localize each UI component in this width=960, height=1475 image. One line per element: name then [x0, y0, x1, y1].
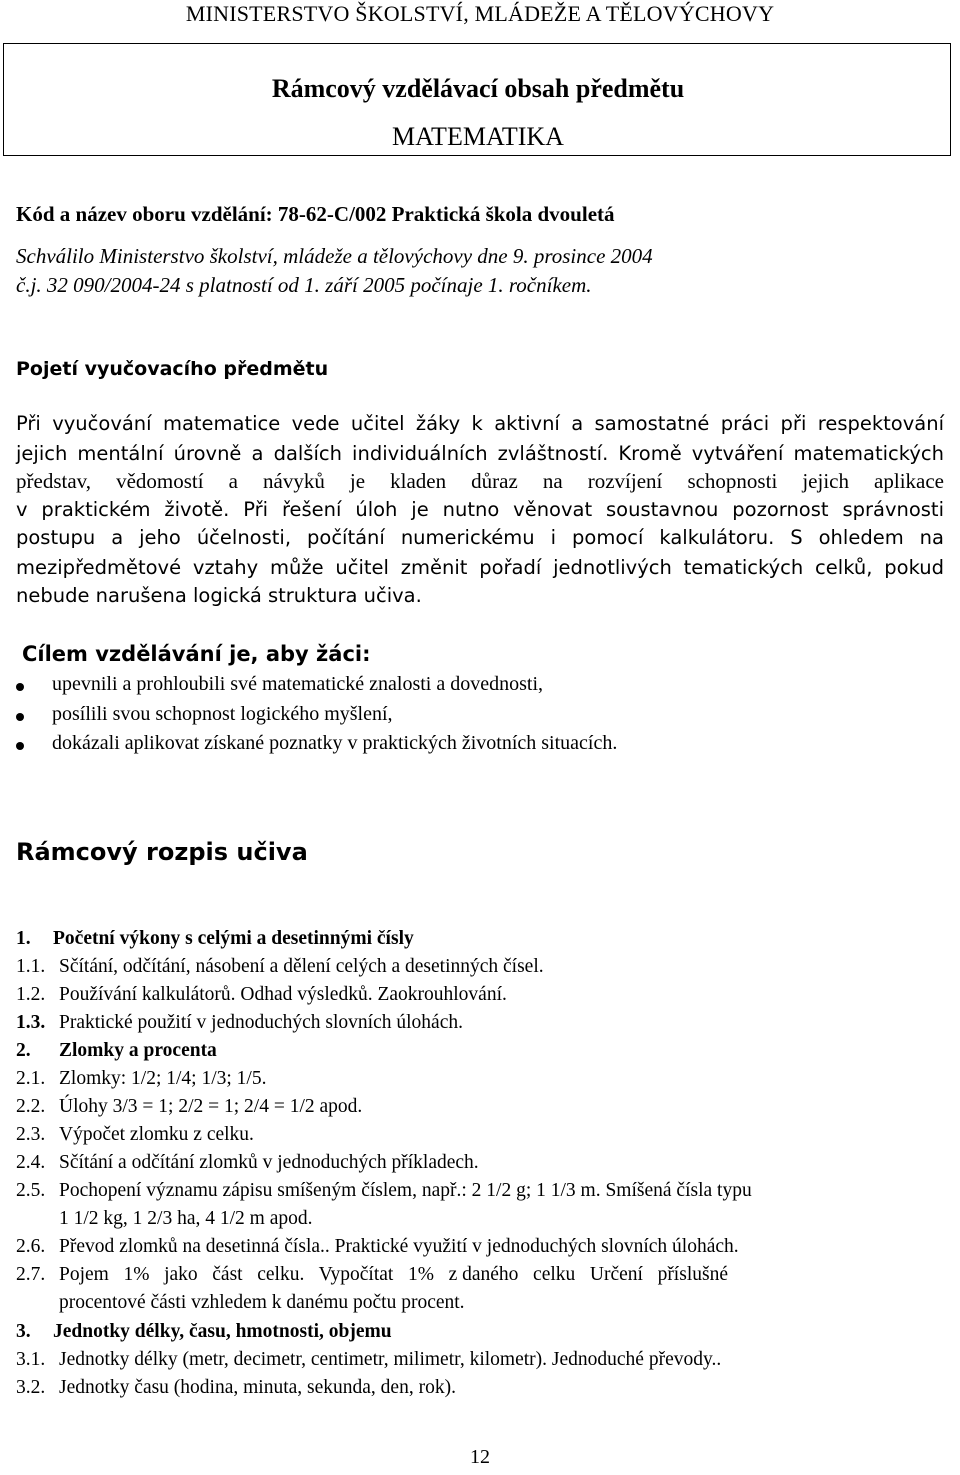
item-text: Jednotky času (hodina, minuta, sekunda, den, rok). [59, 1377, 456, 1398]
bullet-text: dokázali aplikovat získané poznatky v praktických životních situacích. [52, 732, 618, 754]
item-text: Výpočet zlomku z celku. [59, 1124, 254, 1145]
item-text: Zlomky a procenta [59, 1040, 217, 1061]
curriculum-item [0, 1321, 960, 1347]
curriculum-item [0, 1068, 960, 1094]
curriculum-item [0, 1264, 960, 1320]
item-number: 2.3. [16, 1124, 46, 1145]
item-text: Sčítání, odčítání, násobení a dělení celých a desetinných čísel. [59, 956, 544, 977]
item-text: Jednotky délky (metr, decimetr, centimetr, milimetr, kilometr). Jednoduché převody.. [59, 1349, 722, 1370]
curriculum-item [0, 984, 960, 1010]
list-item [16, 673, 916, 697]
curriculum-item [0, 1096, 960, 1122]
item-number: 1. [16, 928, 31, 949]
pojeti-line: postupu a jeho účelnosti, počítání numerickému i pomocí kalkulátoru. S ohledem na [16, 526, 944, 549]
pojeti-line: v praktickém životě. Při řešení úloh je nutno věnovat soustavnou pozornost správnosti [16, 498, 944, 521]
item-text: Používání kalkulátorů. Odhad výsledků. Zaokrouhlování. [59, 984, 507, 1005]
document-title: Rámcový vzdělávací obsah předmětu [271, 74, 685, 103]
item-number: 3.1. [16, 1349, 46, 1370]
curriculum-item [0, 928, 960, 954]
item-number: 2.2. [16, 1096, 46, 1117]
item-text-continuation: 1 1/2 kg, 1 2/3 ha, 4 1/2 m apod. [59, 1208, 313, 1229]
curriculum-item [0, 1152, 960, 1178]
curriculum-item [0, 1180, 960, 1236]
item-text: Početní výkony s celými a desetinnými čísly [53, 928, 414, 949]
item-text: Sčítání a odčítání zlomků v jednoduchých příkladech. [59, 1152, 479, 1173]
list-item [16, 732, 916, 756]
list-item [16, 703, 916, 727]
field-code: Kód a název oboru vzdělání: 78-62-C/002 Praktická škola dvouletá [16, 202, 615, 226]
item-number: 2.6. [16, 1236, 46, 1257]
item-number: 1.2. [16, 984, 46, 1005]
item-number: 1.3. [16, 1012, 46, 1033]
item-text: Zlomky: 1/2; 1/4; 1/3; 1/5. [59, 1068, 267, 1089]
item-number: 2.7. [16, 1264, 46, 1285]
pojeti-line: nebude narušena logická struktura učiva. [16, 584, 422, 607]
section-heading-pojeti: Pojetí vyučovacího předmětu [16, 358, 329, 380]
pojeti-line: mezipředmětové vztahy může učitel změnit pořadí jednotlivých tematických celků, pokud [16, 556, 944, 579]
item-number: 2. [16, 1040, 31, 1061]
pojeti-line: představ, vědomostí a návyků je kladen důraz na rozvíjení schopnosti jejich aplikace [16, 469, 944, 493]
curriculum-item [0, 956, 960, 982]
item-text: Úlohy 3/3 = 1; 2/2 = 1; 2/4 = 1/2 apod. [59, 1096, 363, 1117]
bullet-icon [16, 683, 24, 691]
item-text: Pojem 1% jako část celku. Vypočítat 1% z daného celku Určení příslušné [59, 1264, 728, 1285]
section-heading-rozpis: Rámcový rozpis učiva [16, 838, 308, 866]
item-number: 3. [16, 1321, 31, 1342]
section-heading-cilem: Cílem vzdělávání je, aby žáci: [22, 642, 371, 666]
page-number: 12 [470, 1446, 490, 1468]
bullet-text: upevnili a prohloubili své matematické znalosti a dovednosti, [52, 673, 543, 695]
item-number: 3.2. [16, 1377, 46, 1398]
subject-title: MATEMATIKA [392, 122, 564, 151]
item-text: Převod zlomků na desetinná čísla.. Praktické využití v jednoduchých slovních úlohách. [59, 1236, 739, 1257]
bullet-text: posílili svou schopnost logického myšlení, [52, 703, 393, 725]
item-number: 2.4. [16, 1152, 46, 1173]
item-number: 2.1. [16, 1068, 46, 1089]
curriculum-item [0, 1349, 960, 1375]
pojeti-line: Při vyučování matematice vede učitel žáky k aktivní a samostatné práci při respektování [16, 412, 944, 435]
item-text: Praktické použití v jednoduchých slovních úlohách. [59, 1012, 463, 1033]
item-text: Jednotky délky, času, hmotnosti, objemu [53, 1321, 392, 1342]
title-box [3, 43, 951, 156]
curriculum-item [0, 1040, 960, 1066]
item-number: 2.5. [16, 1180, 46, 1201]
approval-line-1: Schválilo Ministerstvo školství, mládeže a tělovýchovy dne 9. prosince 2004 [16, 244, 653, 268]
approval-line-2: č.j. 32 090/2004-24 s platností od 1. září 2005 počínaje 1. ročníkem. [16, 273, 592, 297]
curriculum-item [0, 1236, 960, 1262]
bullet-icon [16, 713, 24, 721]
curriculum-item [0, 1012, 960, 1038]
ministry-header: MINISTERSTVO ŠKOLSTVÍ, MLÁDEŽE A TĚLOVÝCHOVY [185, 1, 775, 26]
curriculum-item [0, 1124, 960, 1150]
item-number: 1.1. [16, 956, 46, 977]
item-text: Pochopení významu zápisu smíšeným číslem, např.: 2 1/2 g; 1 1/3 m. Smíšená čísla typu [59, 1180, 752, 1201]
item-text-continuation: procentové části vzhledem k danému počtu procent. [59, 1292, 465, 1313]
pojeti-line: jejich mentální úrovně a dalších individuálních zvláštností. Kromě vytváření matematických [16, 442, 944, 465]
curriculum-item [0, 1377, 960, 1403]
bullet-icon [16, 742, 24, 750]
